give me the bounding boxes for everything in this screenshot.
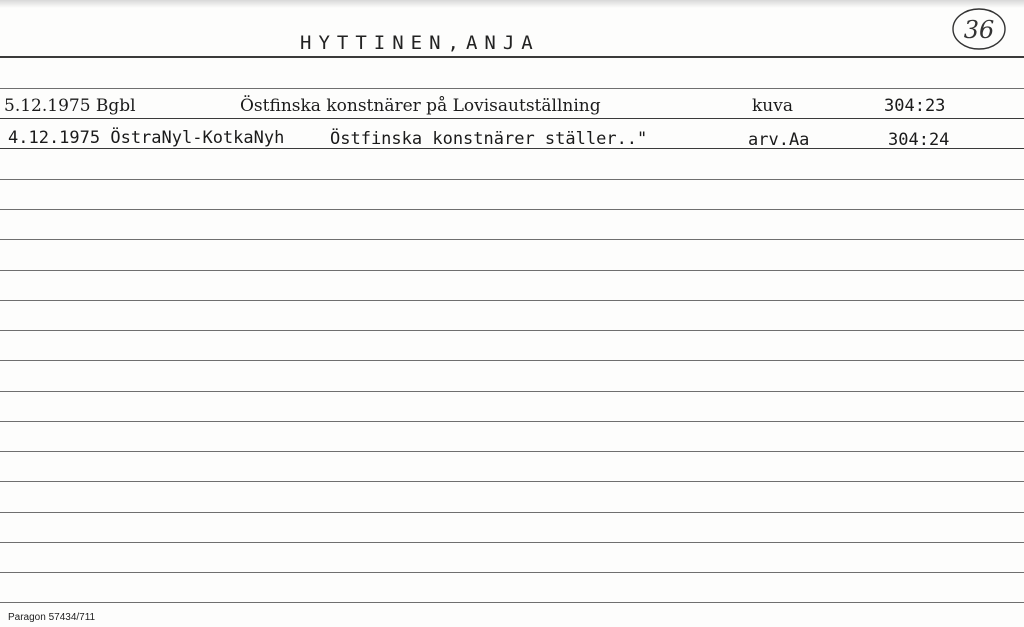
ruled-line [0, 572, 1024, 573]
entry-type: arv.Aa [748, 130, 810, 150]
ruled-line [0, 542, 1024, 543]
ruled-line [0, 118, 1024, 119]
ruled-line [0, 451, 1024, 452]
card-footer: Paragon 57434/711 [8, 612, 96, 623]
circled-number-icon [950, 5, 1008, 51]
ruled-line [0, 512, 1024, 513]
ruled-line [0, 300, 1024, 301]
ruled-line [0, 421, 1024, 422]
ruled-line [0, 360, 1024, 361]
ruled-line [0, 209, 1024, 210]
entry-date-source: 4.12.1975 ÖstraNyl-KotkaNyh [8, 128, 285, 148]
ruled-line [0, 239, 1024, 240]
ruled-line [0, 330, 1024, 331]
ruled-line [0, 270, 1024, 271]
entry-date-source: 5.12.1975 Bgbl [4, 96, 136, 116]
ruled-line [0, 481, 1024, 482]
header-rule [0, 56, 1024, 58]
ruled-line [0, 602, 1024, 603]
ruled-line [0, 88, 1024, 89]
card-top-edge [0, 0, 1024, 8]
card-number-stamp [950, 5, 1008, 51]
entry-ref: 304:24 [888, 130, 950, 150]
entry-ref: 304:23 [884, 96, 946, 116]
ruled-line [0, 179, 1024, 180]
card-number: 36 [963, 16, 995, 44]
entry-headline: Östfinska konstnärer på Lovisautställning [240, 96, 601, 116]
card-title: HYTTINEN,ANJA [300, 32, 540, 54]
ruled-line [0, 391, 1024, 392]
entry-headline: Östfinska konstnärer ställer.." [330, 129, 648, 149]
entry-type: kuva [752, 96, 793, 116]
